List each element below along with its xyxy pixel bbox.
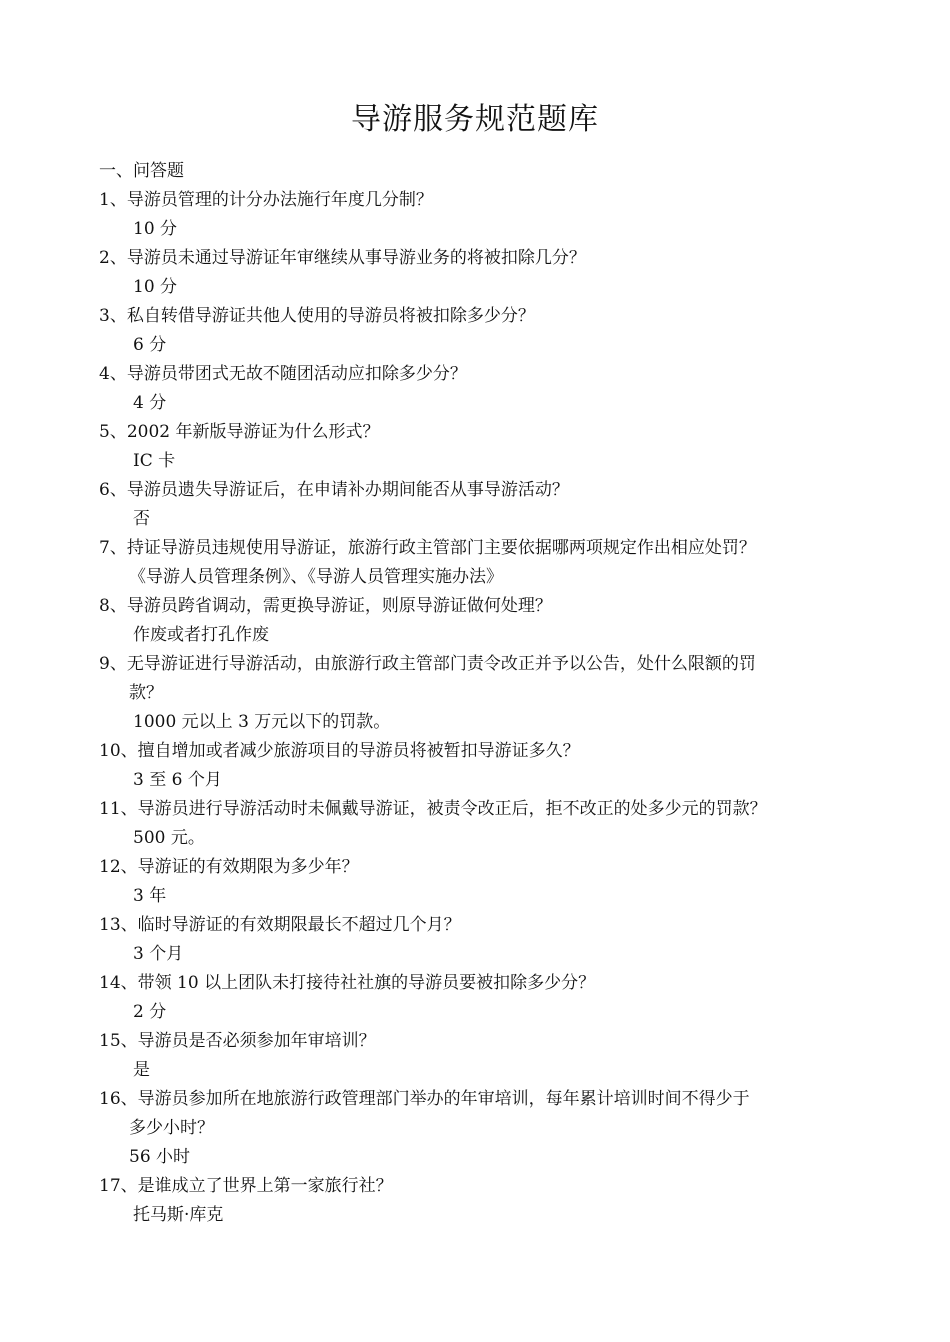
question-item [99,360,879,389]
question-number: 5、 [99,422,127,442]
answer-text: 3 至 6 个月 [133,770,222,790]
question-text: 导游证的有效期限为多少年？ [137,857,359,877]
answer-text: 56 小时 [129,1147,191,1167]
question-item [99,650,879,679]
answer-text: 4 分 [133,393,167,413]
question-text: 无导游证进行导游活动，由旅游行政主管部门责令改正并予以公告，处什么限额的罚 [126,654,756,674]
answer-text: 10 分 [133,277,178,297]
question-text: 导游员管理的计分办法施行年度几分制？ [126,190,433,210]
question-item [99,534,879,563]
question-item [99,737,879,766]
question-number: 6、 [99,480,127,500]
question-number: 15、 [99,1031,138,1051]
question-text-continued: 款？ [129,683,163,703]
question-text: 导游员遗失导游证后，在申请补办期间能否从事导游活动？ [126,480,569,500]
answer-text: 否 [133,509,150,529]
section-heading: 一、问答题 [99,161,184,181]
question-text: 持证导游员违规使用导游证，旅游行政主管部门主要依据哪两项规定作出相应处罚？ [126,538,756,558]
answer-text: IC 卡 [133,451,176,471]
question-number: 9、 [99,654,127,674]
answer-text: 2 分 [133,1002,167,1022]
question-item [99,795,879,824]
question-item [99,1172,879,1201]
question-text: 带领 10 以上团队未打接待社社旗的导游员要被扣除多少分？ [137,973,596,993]
answer-text: 《导游人员管理条例》、《导游人员管理实施办法》 [129,567,503,587]
question-text: 是谁成立了世界上第一家旅行社？ [137,1176,393,1196]
answer-text: 3 个月 [133,944,184,964]
answer-text: 10 分 [133,219,178,239]
document-title: 导游服务规范题库 [351,102,599,137]
question-number: 11、 [99,799,138,819]
question-text: 导游员是否必须参加年审培训？ [137,1031,376,1051]
question-number: 1、 [99,190,127,210]
question-text: 导游员进行导游活动时未佩戴导游证，被责令改正后，拒不改正的处多少元的罚款？ [137,799,767,819]
question-text-continued: 多少小时？ [129,1118,214,1138]
question-item [99,911,879,940]
question-text: 临时导游证的有效期限最长不超过几个月？ [137,915,461,935]
question-item [99,1027,879,1056]
question-number: 14、 [99,973,138,993]
question-item [99,1085,879,1114]
question-number: 2、 [99,248,127,268]
question-item [99,418,879,447]
question-number: 3、 [99,306,127,326]
question-number: 13、 [99,915,138,935]
question-text: 导游员带团式无故不随团活动应扣除多少分？ [126,364,467,384]
question-number: 17、 [99,1176,138,1196]
question-item [99,853,879,882]
question-number: 7、 [99,538,127,558]
question-item [99,969,879,998]
question-number: 8、 [99,596,127,616]
question-item [99,244,879,273]
question-list [99,157,879,1230]
answer-text: 3 年 [133,886,167,906]
answer-text: 是 [133,1060,150,1080]
answer-text: 托马斯·库克 [133,1205,224,1225]
answer-text: 6 分 [133,335,167,355]
question-number: 12、 [99,857,138,877]
question-text: 2002 年新版导游证为什么形式？ [126,422,380,442]
question-item [99,476,879,505]
question-item [99,592,879,621]
answer-text: 1000 元以上 3 万元以下的罚款。 [133,712,391,732]
question-number: 4、 [99,364,127,384]
question-text: 导游员未通过导游证年审继续从事导游业务的将被扣除几分？ [126,248,586,268]
question-number: 10、 [99,741,138,761]
answer-text: 作废或者打孔作废 [133,625,269,645]
question-text: 导游员跨省调动，需更换导游证，则原导游证做何处理？ [126,596,552,616]
answer-text: 500 元。 [133,828,205,848]
question-text: 导游员参加所在地旅游行政管理部门举办的年审培训，每年累计培训时间不得少于 [137,1089,750,1109]
question-text: 擅自增加或者减少旅游项目的导游员将被暂扣导游证多久？ [137,741,580,761]
question-item [99,302,879,331]
question-number: 16、 [99,1089,138,1109]
question-text: 私自转借导游证共他人使用的导游员将被扣除多少分？ [126,306,535,326]
question-item [99,186,879,215]
